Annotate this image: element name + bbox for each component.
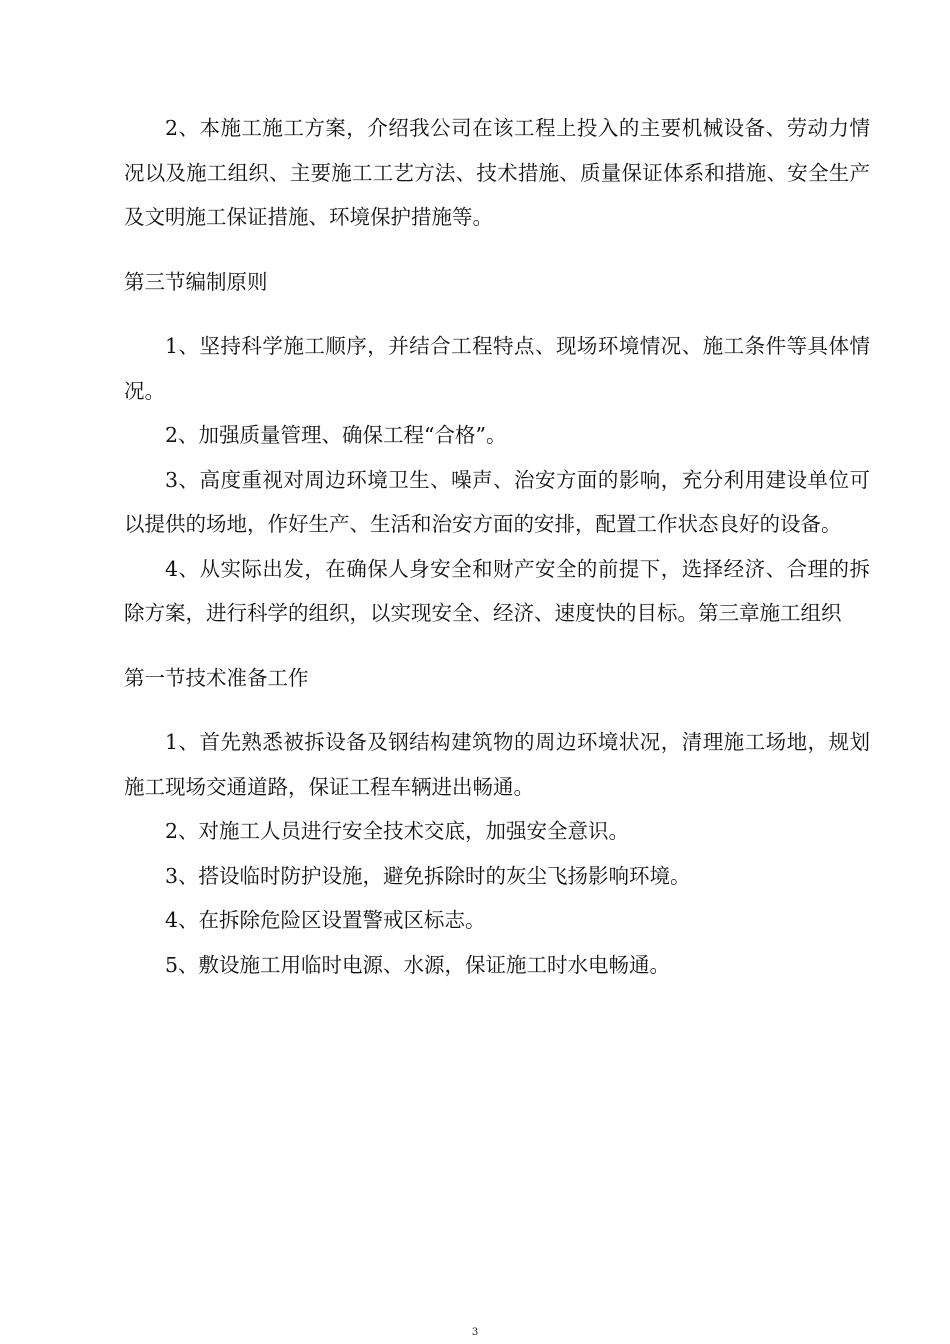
paragraph-preparation-1: 1、首先熟悉被拆设备及钢结构建筑物的周边环境状况，清理施工场地，规划施工现场交通道路，保证工程车辆进出畅通。 [124, 730, 870, 799]
paragraph-preparation-3: 3、搭设临时防护设施，避免拆除时的灰尘飞扬影响环境。 [165, 863, 691, 888]
paragraph-scope-2: 2、本施工施工方案，介绍我公司在该工程上投入的主要机械设备、劳动力情况以及施工组织、主要施工工艺方法、技术措施、质量保证体系和措施、安全生产及文明施工保证措施、环境保护措施等。 [124, 116, 870, 229]
paragraph-principle-2: 2、加强质量管理、确保工程“合格”。 [165, 423, 507, 447]
paragraph-principle-1: 1、坚持科学施工顺序，并结合工程特点、现场环境情况、施工条件等具体情况。 [124, 334, 870, 403]
section-heading-compilation-principles: 第三节编制原则 [124, 269, 268, 294]
paragraph-principle-3: 3、高度重视对周边环境卫生、噪声、治安方面的影响，充分利用建设单位可以提供的场地，作好生产、生活和治安方面的安排，配置工作状态良好的设备。 [124, 467, 870, 536]
paragraph-principle-4: 4、从实际出发，在确保人身安全和财产安全的前提下，选择经济、合理的拆除方案，进行科学的组织，以实现安全、经济、速度快的目标。第三章施工组织 [124, 556, 870, 625]
page-number: 3 [471, 1327, 479, 1338]
document-body [124, 106, 870, 987]
paragraph-preparation-5: 5、敷设施工用临时电源、水源，保证施工时水电畅通。 [165, 952, 671, 977]
paragraph-preparation-2: 2、对施工人员进行安全技术交底，加强安全意识。 [165, 819, 630, 843]
paragraph-preparation-4: 4、在拆除危险区设置警戒区标志。 [165, 908, 486, 932]
section-heading-technical-preparation: 第一节技术准备工作 [124, 665, 309, 690]
